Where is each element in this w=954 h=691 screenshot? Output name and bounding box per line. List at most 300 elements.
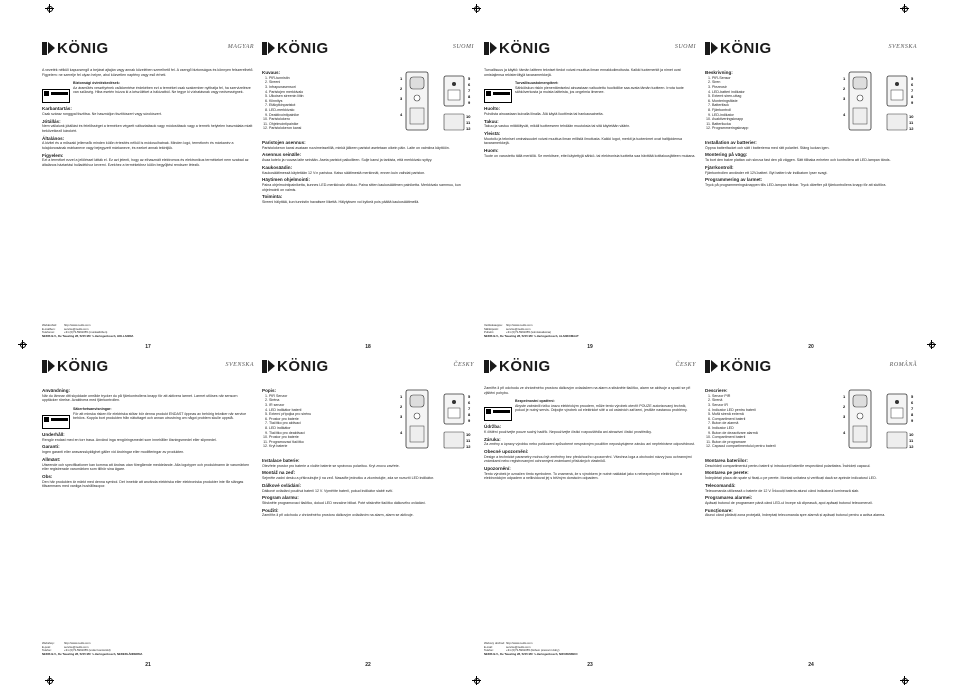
page-number: 24 (808, 662, 814, 668)
contact-footer (484, 324, 696, 338)
warning-text-block (515, 81, 696, 103)
parts-list-item: 7. Tlačítko pro aktivaci (269, 421, 393, 426)
manual-page (705, 358, 917, 668)
diagram-callout-number: 5 (468, 394, 471, 399)
section-text: Îndepărtați placa din spate și fixați-o pe perete. Montați unitatea și verificați dacă se aprinde indicatorul LED. (705, 476, 877, 481)
contact-label: Puhelin: (484, 330, 495, 335)
section-heading: Figyelem: (42, 152, 64, 158)
section-text: Sireeni hälyttää, kun tunnistin havaitsee liikettä. Hälytyksen voi kytkeä pois päältä kaukosäätimellä. (262, 199, 420, 204)
diagram-shape (448, 90, 460, 100)
page-number: 20 (808, 344, 814, 350)
safety-warning (42, 407, 254, 429)
section-heading: Fjärrkontroll: (705, 164, 734, 170)
section-text: Avaa kotelo ja ruuvaa laite seinään. Aseta paristot paikoilleen. Sulje kansi ja tarkista, että merkkivalo syttyy. (262, 158, 433, 163)
brand-name: KÖNIG (57, 358, 109, 375)
parts-list-item: 12. Kryt baterie (269, 444, 393, 449)
section-heading: Underhåll: (42, 431, 65, 437)
page-content (484, 386, 696, 648)
konig-mark-icon (42, 360, 55, 373)
warning-title: Biztonsági óvintézkedések: (73, 81, 120, 86)
section-heading: Beskrivning: (705, 70, 733, 75)
page-number: 23 (587, 662, 593, 668)
contact-mail[interactable]: service@nedis.com (506, 326, 531, 331)
section-heading: Obs: (42, 473, 53, 479)
diagram-shape (857, 413, 863, 419)
page-number: 21 (145, 662, 151, 668)
parts-list-item: 1. PIR-Sensor (712, 76, 836, 81)
section-heading: Montarea bateriilor: (705, 458, 748, 463)
language-label: ČESKY (675, 362, 696, 368)
section-heading: Údržba: (484, 424, 502, 430)
brand-name: KÖNIG (277, 40, 329, 57)
contact-label: E-post: (42, 644, 51, 649)
section-text: Deschideți compartimentul pentru baterii și introduceți bateriile respectând polaritatea. Închideți capacul. (705, 463, 871, 468)
section-heading: Huom: (484, 147, 499, 153)
parts-list (262, 394, 393, 449)
parts-list-item: 9. Deaktivointipainike (269, 113, 393, 118)
diagram-callout-number: 9 (468, 100, 471, 105)
device-figure (839, 386, 917, 456)
section-text: När du lämnar ditt skyddade område trycker du på fjärrkontrollens knapp för att aktivera larmet. Larmet utlöses när sensorn upptäcker rörelse. Avaktivera med fjärrkontrollen. (42, 393, 238, 403)
brand-name: KÖNIG (499, 40, 551, 57)
parts-list-item: 10. Paristolokero (269, 117, 393, 122)
page-content (484, 68, 696, 330)
section-text: Atunci când părăsiți zona protejată, îndreptați telecomanda spre alarmă și apăsați butonul pentru a activa alarma. (705, 513, 886, 518)
page-content (705, 68, 917, 330)
diagram-callout-number: 5 (468, 76, 471, 81)
parts-list-item: 9. LED-indikator (712, 113, 836, 118)
section-heading: Obecné upozornění: (484, 448, 529, 454)
page-content (262, 68, 474, 330)
diagram-callout-number: 9 (911, 418, 914, 423)
diagram-callout-number: 9 (911, 100, 914, 105)
diagram-callout-number: 2 (843, 404, 846, 409)
brand-name: KÖNIG (499, 358, 551, 375)
diagram-callout-number: 7 (911, 88, 914, 93)
diagram-callout-number: 2 (400, 86, 403, 91)
parts-list-item: 11. Programovací tlačítko (269, 440, 393, 445)
diagram-callout-number: 1 (843, 394, 846, 399)
section-text: Zamíříte-li při odchodu z chráněného prostoru dálkovým ovládáním na alarm, alarm se aktivuje. (262, 513, 414, 518)
diagram-callout-number: 11 (466, 120, 471, 125)
section-heading: Program alarmu: (262, 495, 299, 501)
parts-list-item: 1. Senzor PIR (712, 394, 836, 399)
section-text: Apăsați butonul de programare până când LED-ul începe să clipească, apoi apăsați butonul telecomenzii. (705, 500, 873, 505)
device-diagram (839, 386, 917, 456)
section-heading: Kaukosäädin: (262, 164, 293, 170)
device-figure (839, 68, 917, 138)
diagram-callout-number: 5 (911, 76, 914, 81)
section-heading: Použití: (262, 507, 279, 513)
parts-list-item: 6. Monteringsfäste (712, 99, 836, 104)
section-heading: Záruka: (484, 436, 501, 442)
parts-list-item: 5. Ulkoisen sireenin liitin (269, 94, 393, 99)
contact-mail[interactable]: service@nedis.com (64, 644, 89, 649)
language-label: SVENSKA (888, 44, 917, 50)
diagram-callout-number: 12 (466, 444, 471, 449)
warning-text-block (73, 81, 254, 103)
section-heading: Dálkové ovládání: (262, 482, 302, 488)
registration-mark (900, 676, 909, 685)
warning-text: Abyste zabránili riziku úrazu elektrickým proudem, může tento výrobek otevřít POUZE autorizovaný technik, pokud je nutný servis. Odpojte výrobek od elektrické sítě a od ostatních zařízení, jestliže nastanou problémy. (515, 403, 688, 413)
parts-list-item: 4. LED-batteri indikator (712, 90, 836, 95)
safety-warning (42, 81, 254, 103)
parts-list-item: 2. Siréna (269, 398, 393, 403)
page-number: 17 (145, 344, 151, 350)
section-text: Muotoilu ja tekniset ominaisuudet voivat muuttua ilman erillistä ilmoitusta. Kaikki logot, merkit ja tuotenimet ovat haltijoidensa tavaramerkkejä. (484, 136, 682, 146)
contact-tel: +31 (0)73-5991055 (toimistoaikoina) (506, 330, 552, 335)
section-heading: Funcționare: (705, 507, 733, 513)
section-text: Otevřete prostor pro baterie a vložte baterie se správnou polaritou. Kryt znovu zavřete. (262, 463, 400, 468)
parts-list-item: 11. Ohjelmointipainike (269, 122, 393, 127)
konig-logo (484, 358, 551, 374)
section-text: Ingen garanti eller ansvarsskyldighet gäller vid ändringar eller modifieringar av produkten. (42, 450, 185, 455)
konig-logo (484, 40, 551, 56)
parts-list-item: 4. Paristojen merkkivalo (269, 90, 393, 95)
safety-warning (484, 81, 696, 103)
warning-title: Bezpečnostní opatření: (515, 399, 555, 404)
brand-name: KÖNIG (57, 40, 109, 57)
caution-label-icon (484, 89, 512, 103)
diagram-shape (853, 77, 867, 89)
language-label: ROMÂNĂ (889, 362, 917, 368)
parts-list-item: 5. Externí přípojka pro sirénu (269, 412, 393, 417)
parts-list-item: 1. PIR-tunnistin (269, 76, 393, 81)
brand-name: KÖNIG (720, 358, 772, 375)
parts-list-item: 2. Sirenă (712, 398, 836, 403)
diagram-callout-number: 12 (909, 444, 914, 449)
section-text: Takuu ja vastuu mitätöityvät, mikäli tuotteeseen tehdään muutoksia tai sitä käytetään väärin. (484, 124, 631, 129)
contact-label: Webáruház: (42, 323, 58, 328)
parts-list-item: 7. Buton de alarmă (712, 421, 836, 426)
diagram-callout-number: 3 (400, 414, 403, 419)
parts-block (705, 68, 917, 138)
contact-label: Webový obchod: (484, 641, 505, 646)
contact-web[interactable]: http://www.nedis.com (506, 641, 533, 646)
contact-footer (42, 324, 254, 338)
section-heading: Huolto: (484, 106, 501, 112)
section-text: Ta bort den bakre plattan och skruva fast den på väggen. Sätt tillbaka enheten och kontrollera att LED-lampan tänds. (705, 158, 891, 163)
page-number: 22 (365, 662, 371, 668)
konig-logo (42, 358, 109, 374)
manual-page (484, 40, 696, 350)
konig-logo (705, 358, 772, 374)
diagram-callout-number: 7 (468, 406, 471, 411)
language-label: SUOMI (674, 44, 696, 50)
diagram-shape (444, 114, 464, 130)
intro-text: Zamířte-li při odchodu ze chráněného prostoru dálkovým ovladačem na alarm a stiskněte tlačítko, alarm se aktivuje a spustí se při zjištění pohybu. (484, 386, 691, 395)
parts-list-item: 4. LED indikátor baterií (269, 408, 393, 413)
section-text: K čištění používejte pouze suchý hadřík. Nepoužívejte čisticí rozpouštědla ani abrazivní čisticí prostředky. (484, 429, 652, 434)
konig-logo (262, 40, 329, 56)
section-heading: Asennus seinälle: (262, 152, 302, 158)
section-heading: Karbantartás: (42, 106, 72, 112)
diagram-callout-number: 4 (843, 112, 846, 117)
section-heading: Instalace baterie: (262, 458, 300, 463)
parts-list-item: 8. LED-merkkivalo (269, 108, 393, 113)
section-heading: Toiminta: (262, 194, 283, 200)
parts-list-item: 4. Indicator LED pentru baterii (712, 408, 836, 413)
section-text: Den här produkten är märkt med denna symbol. Det innebär att använda elektriska eller elektroniska produkter inte får slängas tillsammans med vanliga hushållssopor. (42, 479, 244, 489)
diagram-callout-number: 6 (911, 400, 914, 405)
company-address: NEDIS B.V., De Tweeling 28, 5215 MC 's-Hertogenbosch, NIZOZEMSKO (484, 651, 578, 656)
diagram-callout-number: 12 (466, 126, 471, 131)
section-text: Puhdista ainoastaan kuivalla liinalla. Älä käytä liuottimia tai hankausaineita. (484, 111, 604, 116)
section-text: Öppna batterifacket och sätt i batterierna med rätt polaritet. Stäng luckan igen. (705, 145, 830, 150)
contact-tel: +31 (0)73-5991055 (během pracovní doby) (506, 648, 560, 653)
section-heading: Allmänt: (42, 456, 61, 462)
diagram-shape (414, 413, 420, 419)
parts-list-item: 5. Mufă sirenă externă (712, 412, 836, 417)
contact-footer (42, 642, 254, 656)
device-diagram (839, 68, 917, 138)
diagram-callout-number: 3 (843, 96, 846, 101)
diagram-shape (414, 95, 420, 101)
section-heading: Montering på vägg: (705, 152, 748, 158)
manual-page (484, 358, 696, 668)
diagram-callout-number: 10 (909, 114, 914, 119)
konig-logo (705, 40, 772, 56)
warning-title: Turvallisuustoimenpiteet: (515, 81, 559, 86)
diagram-shape (853, 426, 867, 442)
parts-list-item: 12. Programmeringsknapp (712, 126, 836, 131)
parts-list-item: 1. PIR Senzor (269, 394, 393, 399)
contact-label: Telefonon: (42, 330, 55, 335)
contact-web[interactable]: http://www.nedis.com (64, 323, 91, 328)
contact-label: E-mail: (484, 644, 493, 649)
diagram-callout-number: 11 (909, 120, 914, 125)
language-label: SVENSKA (225, 362, 254, 368)
parts-list-item: 6. Compartiment baterii (712, 417, 836, 422)
contact-web[interactable]: http://www.nedis.com (506, 323, 533, 328)
diagram-shape (857, 95, 863, 101)
diagram-callout-number: 10 (466, 432, 471, 437)
intro-text: A vezeték nélküli kapucsengő a bejárat ajtaján vagy annak közelében szerelhető fel. A csengő biztonságos és könnyen felszerelhető. Figyelem: ne szerelje fel olyan helyre, ahol közvetlen napfény vagy eső érheti. (42, 68, 254, 77)
manual-page (262, 358, 474, 668)
page-content (42, 386, 254, 648)
parts-list-item: 6. Prostor pro baterie (269, 417, 393, 422)
diagram-callout-number: 7 (468, 88, 471, 93)
konig-mark-icon (705, 360, 718, 373)
diagram-callout-number: 8 (911, 94, 914, 99)
company-address: NEDIS B.V., De Tweeling 28, 5215 MC 's-Hertogenbosch, HOLLANDIA (42, 333, 134, 338)
contact-mail[interactable]: service@nedis.com (64, 326, 89, 331)
parts-list-item: 10. Compartiment baterii (712, 435, 836, 440)
diagram-callout-number: 6 (468, 400, 471, 405)
contact-web[interactable]: http://www.nedis.com (64, 641, 91, 646)
parts-list-item: 9. Buton de dezactivare alarmă (712, 431, 836, 436)
section-text: A kivitel és a műszaki jellemzők minden külön értesítés nélkül is módosulhatnak. Minden logó, terméknév és márkanév a tulajdonosának márkaneve vagy bejegyzett márkaneve, és ezeket annak tekintjük. (42, 141, 234, 150)
diagram-shape (410, 108, 424, 124)
diagram-callout-number: 8 (468, 94, 471, 99)
contact-tel: +31 (0)73-5991055 (munkaidőben) (64, 330, 108, 335)
diagram-shape (448, 408, 460, 418)
section-text: Tryck på programmeringsknappen tills LED-lampan blinkar. Tryck därefter på fjärrkontrollens knapp för att slutföra. (705, 182, 887, 187)
page-number: 18 (365, 344, 371, 350)
section-text: Design a technické parametry mohou být změněny bez předchozího upozornění. Všechna loga a obchodní názvy jsou ochrannými známkami nebo registrovanými ochrannými známkami příslušných vlastníků. (484, 454, 692, 464)
diagram-callout-number: 9 (468, 418, 471, 423)
parts-list (262, 76, 393, 131)
parts-list-item: 9. Tlačítko pro deaktivaci (269, 431, 393, 436)
section-heading: Jótállás: (42, 118, 61, 124)
diagram-callout-number: 4 (400, 112, 403, 117)
section-text: Telecomanda utilizează o baterie de 12 V. Înlocuiți bateria atunci când indicatorul luminează slab. (705, 488, 860, 493)
contact-mail[interactable]: service@nedis.com (506, 644, 531, 649)
section-text: Csak száraz ronggyal tisztítsa. Ne használjon tisztítószert vagy súrolószert. (42, 111, 162, 116)
diagram-callout-number: 7 (911, 406, 914, 411)
section-text: Utseende och specifikationer kan komma att ändras utan föregående meddelande. Alla logotyper och produktnamn är varumärken eller registrerade varumärken som tillhör sina ägare. (42, 462, 250, 472)
diagram-shape (853, 395, 867, 407)
manual-page (42, 358, 254, 668)
parts-column (262, 386, 393, 456)
section-text: Stiskněte programovací tlačítko, dokud LED nezačne blikat. Poté stiskněte tlačítko dálkového ovládání. (262, 500, 426, 505)
diagram-callout-number: 3 (843, 414, 846, 419)
contact-tel: +31 (0)73-5991055 (under kontorstid) (64, 648, 111, 653)
diagram-shape (895, 82, 899, 86)
diagram-shape (891, 90, 903, 100)
section-heading: Takuu: (484, 118, 499, 124)
section-text: Paina ohjelmointipainiketta, kunnes LED-merkkivalo vilkkuu. Paina sitten kaukosäätimen painiketta. Merkkivalo sammuu, kun ohjelmointi on valmis. (262, 182, 461, 192)
section-heading: Häytimen ohjelmointi: (262, 177, 310, 183)
konig-mark-icon (42, 42, 55, 55)
konig-logo (262, 358, 329, 374)
diagram-callout-number: 2 (843, 86, 846, 91)
diagram-callout-number: 1 (843, 76, 846, 81)
language-label: MAGYAR (227, 44, 254, 50)
diagram-callout-number: 10 (909, 432, 914, 437)
section-heading: Paristojen asennus: (262, 140, 306, 145)
konig-logo (42, 40, 109, 56)
registration-mark (18, 340, 27, 349)
section-heading: Yleistä: (484, 130, 501, 136)
registration-mark (472, 4, 481, 13)
section-heading: Általános: (42, 135, 65, 141)
konig-mark-icon (705, 42, 718, 55)
registration-mark (900, 4, 909, 13)
parts-list-item: 8. Indicator LED (712, 426, 836, 431)
diagram-callout-number: 1 (400, 394, 403, 399)
warning-title: Säkerhetsanvisningar: (73, 406, 112, 411)
diagram-callout-number: 11 (909, 438, 914, 443)
parts-block (262, 386, 474, 456)
warning-text-block (73, 407, 254, 429)
parts-list-item: 10. Avaktiveringsknapp (712, 117, 836, 122)
warning-text: För att minska risken för elektriska stötar bör denna produkt ENDAST öppnas av behörig tekniker när service behövs. Koppla bort produkten från nätuttaget och annan utrustning om något problem skulle uppstå. (73, 411, 247, 421)
section-text: Fjärrkontrollen använder ett 12V-batteri. Byt batteri när indikatorn lyser svagt. (705, 170, 828, 175)
konig-mark-icon (484, 360, 497, 373)
contact-label: Telefon: (484, 648, 494, 653)
page-content (42, 68, 254, 330)
parts-list-item: 10. Prostor pro baterie (269, 435, 393, 440)
parts-block (262, 68, 474, 138)
diagram-callout-number: 6 (468, 82, 471, 87)
section-text: Kaukosäätimessä käytetään 12 V:n paristoa. Katso säätimestä merkinnät, ennen kuin vaihdat pariston. (262, 170, 426, 175)
device-diagram (396, 68, 474, 138)
contact-label: Telefon: (42, 648, 52, 653)
parts-column (705, 386, 836, 456)
section-text: Nem vállalunk jótállást és felelősséget a terméken végzett változtatások vagy módosítások vagy a termék helytelen használata miatt bekövetkező károkért. (42, 124, 253, 133)
diagram-callout-number: 3 (400, 96, 403, 101)
registration-mark (472, 676, 481, 685)
section-heading: Montáž na zeď: (262, 470, 296, 476)
section-text: Paristolokeron kansi avataan ruuvimeisselillä, minkä jälkeen paristot asetetaan oikein päin. Laite on valmiina käyttöön. (262, 145, 450, 150)
parts-list-item: 5. Externt siren-uttag (712, 94, 836, 99)
parts-list-item: 3. Senzor IR (712, 403, 836, 408)
diagram-callout-number: 6 (911, 82, 914, 87)
diagram-callout-number: 10 (466, 114, 471, 119)
section-heading: Programmering av larmet: (705, 177, 763, 183)
brand-name: KÖNIG (277, 358, 329, 375)
section-heading: Upozornění: (484, 465, 511, 471)
parts-list-item: 2. Siren (712, 80, 836, 85)
manual-page (262, 40, 474, 350)
parts-list-item: 3. Piezeosir (712, 85, 836, 90)
parts-list (705, 394, 836, 449)
section-heading: Programarea alarmei: (705, 495, 753, 501)
contact-label: Sähköposti: (484, 326, 499, 331)
parts-list-item: 12. Capacul compartimentului pentru baterii (712, 444, 836, 449)
parts-list-item: 3. Infrapunasensori (269, 85, 393, 90)
diagram-shape (444, 432, 464, 448)
parts-list-item: 7. Etäkytkinparistot (269, 103, 393, 108)
brand-name: KÖNIG (720, 40, 772, 57)
parts-list-item: 2. Sireeni (269, 80, 393, 85)
manual-page (42, 40, 254, 350)
section-heading: Installation av batterier: (705, 140, 757, 145)
manual-page (705, 40, 917, 350)
section-heading: Montarea pe perete: (705, 470, 749, 476)
registration-mark (45, 4, 54, 13)
device-figure (396, 386, 474, 456)
section-text: Za změny a úpravy výrobku nebo poškození způsobené nesprávným použitím neposkytujeme záruku ani nepřebíráme odpovědnost. (484, 442, 695, 447)
parts-list-item: 8. LED indikátor (269, 426, 393, 431)
section-text: Rengör endast med en torr trasa. Använd inga rengöringsmedel som innehåller lösningsmedel eller slipmedel. (42, 437, 217, 442)
section-heading: Telecomandă: (705, 482, 736, 488)
caution-label-icon (484, 407, 512, 421)
page-number: 19 (587, 344, 593, 350)
parts-column (705, 68, 836, 138)
diagram-shape (410, 77, 424, 89)
registration-mark (927, 340, 936, 349)
section-heading: Användning: (42, 388, 71, 393)
contact-footer (484, 642, 696, 656)
page-content (262, 386, 474, 648)
parts-column (262, 68, 393, 138)
caution-label-icon (42, 89, 70, 103)
section-text: Ezt a terméket ezzel a jelöléssel látták el. Ez azt jelenti, hogy az elhasznált elektromos és elektronikus termékeket nem szabad az általános háztartási hulladékhoz keverni. Ezekhez a termékekhez külön begyűjtési rendszer létezik. (42, 158, 249, 167)
diagram-shape (410, 426, 424, 442)
parts-list-item: 12. Paristolokeron kansi (269, 126, 393, 131)
diagram-callout-number: 8 (911, 412, 914, 417)
section-heading: Garanti: (42, 444, 60, 450)
parts-block (705, 386, 917, 456)
section-text: Tuote on varustettu tällä merkillä. Se merkitsee, ettei käytettyjä sähkö- tai elektronisia tuotteita saa hävittää kotitalousjätteen mukana. (484, 153, 696, 158)
warning-text-block (515, 399, 696, 421)
diagram-callout-number: 4 (400, 430, 403, 435)
diagram-callout-number: 5 (911, 394, 914, 399)
device-figure (396, 68, 474, 138)
parts-list-item: 3. IR senzor (269, 403, 393, 408)
konig-mark-icon (262, 42, 275, 55)
caution-label-icon (42, 415, 70, 429)
diagram-shape (895, 400, 899, 404)
diagram-callout-number: 2 (400, 404, 403, 409)
contact-label: Webshop: (42, 641, 55, 646)
diagram-shape (887, 114, 907, 130)
konig-mark-icon (484, 42, 497, 55)
warning-text: Az áramütés veszélyének csökkentése érdekében ezt a terméket csak szakember nyithatja fel, ha szervizelésre van szükség. Hiba esetén húzza ki a készüléket a hálózatból. Ne tegye ki vízhatásnak vagy nedvességnek. (73, 85, 251, 95)
diagram-callout-number: 4 (843, 430, 846, 435)
